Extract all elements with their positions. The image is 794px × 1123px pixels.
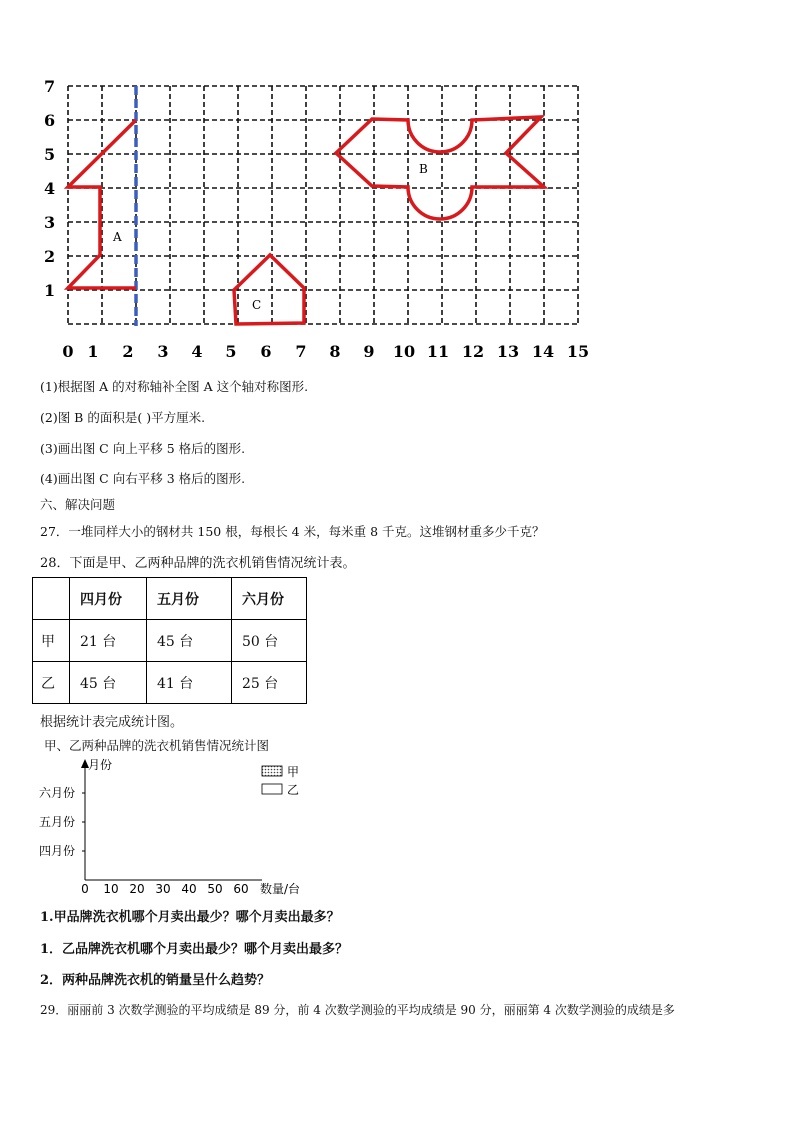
y-axis-label: 3	[44, 213, 56, 232]
x-axis-label: 8	[329, 342, 341, 361]
x-axis-label: 14	[531, 342, 555, 361]
question-29: 29．丽丽前 3 次数学测验的平均成绩是 89 分，前 4 次数学测验的平均成绩是 90 分，丽丽第 4 次数学测验的成绩是多	[40, 1003, 675, 1017]
chart-category-label: 五月份	[39, 815, 76, 829]
question-4: (4)画出图 C 向右平移 3 格后的图形.	[40, 471, 246, 486]
x-axis-label: 12	[461, 342, 485, 361]
sub-question-2: 1．乙品牌洗衣机哪个月卖出最少？哪个月卖出最多？	[40, 942, 349, 957]
x-axis-label: 9	[363, 342, 375, 361]
y-axis-label: 2	[44, 247, 56, 266]
x-axis-label: 7	[295, 342, 307, 361]
chart-categories	[39, 786, 85, 858]
chart-x-tick-label: 60	[233, 882, 249, 896]
chart-x-tick-label: 0	[81, 882, 89, 896]
table-cell: 25 台	[232, 662, 307, 704]
chart-x-tick-label: 30	[155, 882, 171, 896]
table-cell: 45 台	[70, 662, 147, 704]
table-header-cell: 五月份	[147, 578, 232, 620]
chart-x-tick-label: 10	[103, 882, 119, 896]
table-cell: 41 台	[147, 662, 232, 704]
x-axis-label: 11	[426, 342, 450, 361]
chart-x-tick-label: 50	[207, 882, 223, 896]
question-1: (1)根据图 A 的对称轴补全图 A 这个轴对称图形.	[40, 379, 309, 394]
chart-x-tick-label: 40	[181, 882, 197, 896]
x-axis-label: 6	[260, 342, 272, 361]
y-axis-label: 7	[44, 77, 56, 96]
table-header-row	[33, 578, 307, 620]
table-row	[33, 620, 307, 662]
legend-label-jia: 甲	[287, 765, 300, 779]
chart-y-label: 月份	[88, 758, 113, 772]
table-cell: 21 台	[70, 620, 147, 662]
question-28: 28．下面是甲、乙两种品牌的洗衣机销售情况统计表。	[40, 556, 356, 571]
x-axis-label: 10	[392, 342, 416, 361]
table-cell: 乙	[33, 662, 70, 704]
x-axis-labels	[62, 342, 589, 361]
y-axis-label: 1	[44, 281, 56, 300]
question-2: (2)图 B 的面积是( )平方厘米.	[40, 410, 206, 425]
y-axis-labels	[44, 77, 55, 300]
legend-swatch-jia	[262, 766, 282, 776]
chart-x-ticks	[81, 882, 248, 896]
table-cell: 甲	[33, 620, 70, 662]
grid-figure	[0, 0, 794, 370]
table-header-cell: 四月份	[70, 578, 147, 620]
shape-b-label: B	[419, 162, 428, 176]
question-27: 27．一堆同样大小的钢材共 150 根，每根长 4 米，每米重 8 千克。这堆钢材重多少千克？	[40, 524, 545, 539]
chart-category-label: 六月份	[39, 786, 76, 800]
grid-lines	[68, 86, 578, 324]
table-header-cell	[33, 578, 70, 620]
table-header-cell: 六月份	[232, 578, 307, 620]
y-axis-label: 4	[44, 179, 56, 198]
table-cell: 45 台	[147, 620, 232, 662]
x-axis-label: 3	[157, 342, 169, 361]
complete-instruction: 根据统计表完成统计图。	[40, 715, 184, 730]
table-cell: 50 台	[232, 620, 307, 662]
bar-chart	[0, 750, 340, 900]
sub-question-1: 1.甲品牌洗衣机哪个月卖出最少？哪个月卖出最多？	[40, 910, 340, 925]
y-axis-label: 6	[44, 111, 56, 130]
shape-b	[336, 117, 544, 219]
section-title: 六、解决问题	[40, 497, 116, 512]
chart-title: 甲、乙两种品牌的洗衣机销售情况统计图	[44, 738, 270, 753]
x-axis-label: 5	[225, 342, 237, 361]
question-3: (3)画出图 C 向上平移 5 格后的图形.	[40, 441, 246, 456]
x-axis-label: 2	[122, 342, 134, 361]
shape-c-label: C	[252, 298, 262, 312]
table-row	[33, 662, 307, 704]
sub-question-3: 2．两种品牌洗衣机的销量呈什么趋势？	[40, 973, 271, 988]
x-axis-label: 13	[496, 342, 520, 361]
chart-category-label: 四月份	[39, 844, 76, 858]
legend-swatch-yi	[262, 784, 282, 794]
x-axis-label: 0	[62, 342, 74, 361]
x-axis-label: 15	[566, 342, 590, 361]
chart-x-tick-label: 20	[129, 882, 145, 896]
x-axis-label: 4	[191, 342, 203, 361]
chart-x-label: 数量/台	[260, 882, 301, 896]
shape-a-label: A	[113, 230, 122, 244]
sales-table	[32, 577, 307, 704]
y-axis-label: 5	[44, 145, 56, 164]
x-axis-label: 1	[87, 342, 99, 361]
legend-label-yi: 乙	[287, 783, 300, 797]
